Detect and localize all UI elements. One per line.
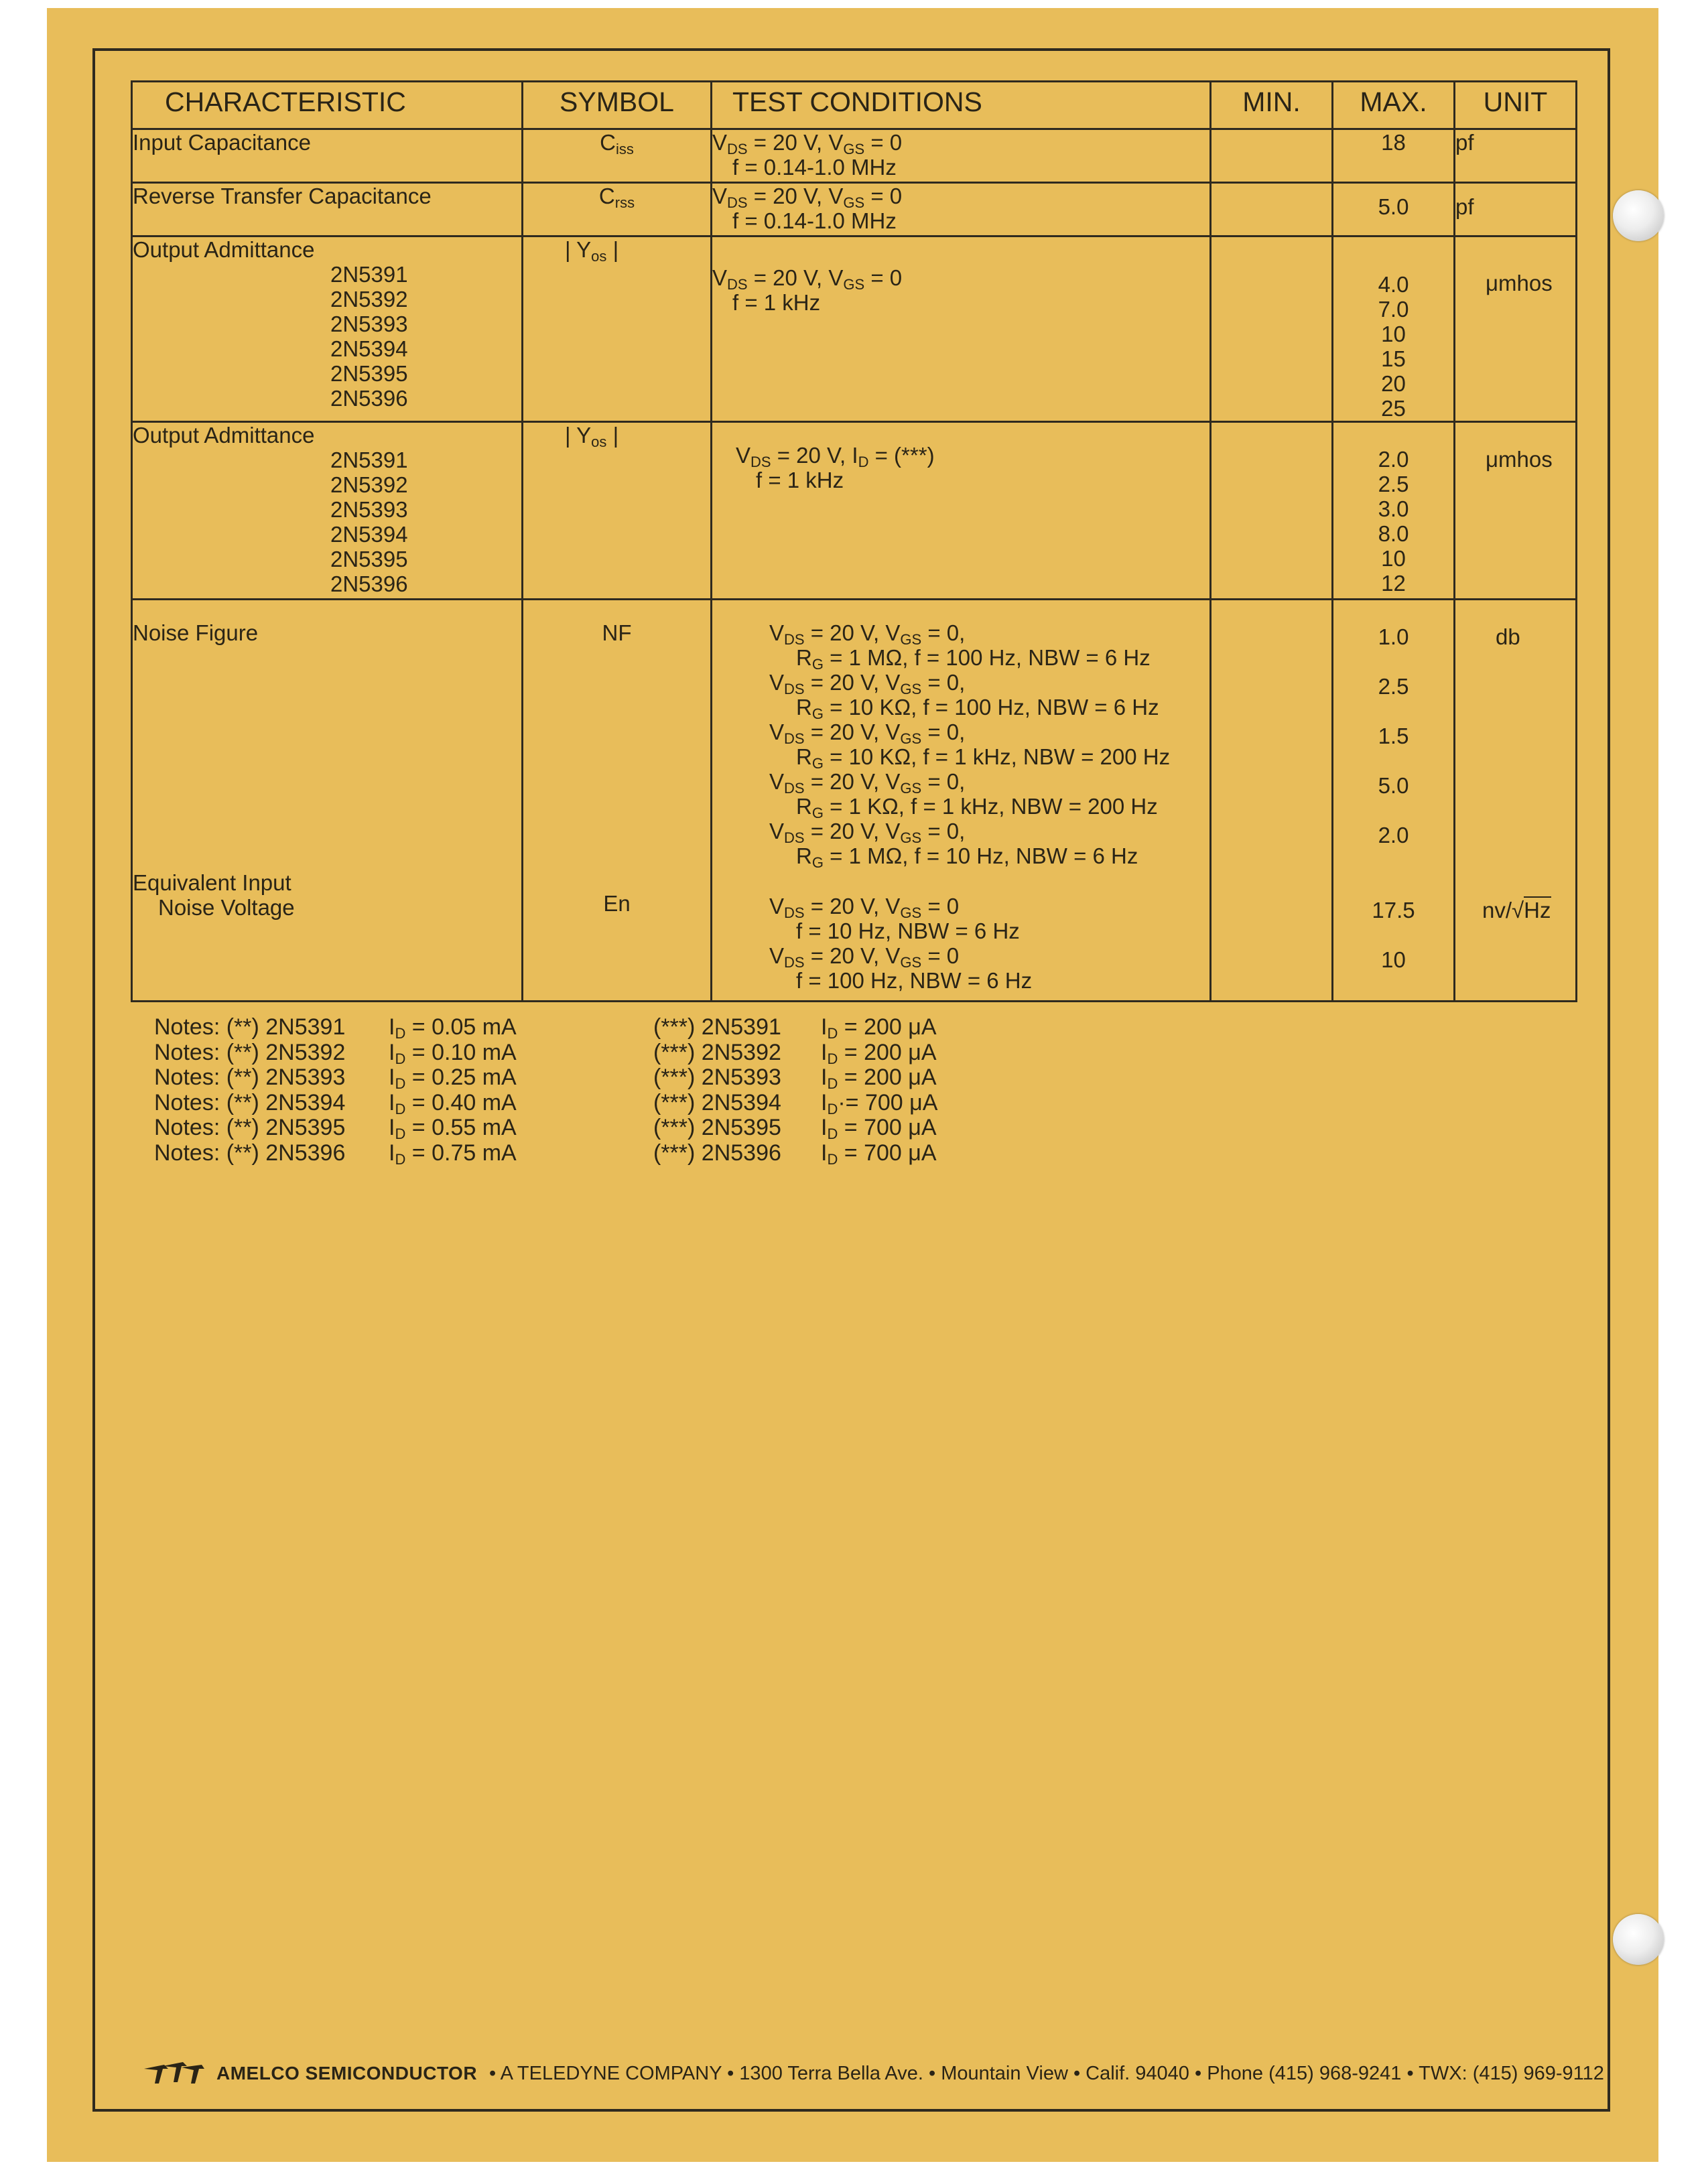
max-value: 5.0 [1378,773,1409,798]
teledyne-logo-icon [144,2062,204,2085]
cond-text: = 0, [921,670,966,695]
cond-block: $V_{DS} = 20$ V, $V_{GS} = 0$, $R_G = 1$ MΩ, f = 10 Hz, NBW = 6 Hz [769,819,1138,871]
part-number: 2N5396 [330,386,408,411]
conditions-cell [712,129,1211,183]
cond-text: = 20 V, V [804,769,901,794]
characteristic-name: Output Admittance [133,237,315,262]
sqrt-symbol: √ [1512,898,1524,923]
cond-text: = 20 V, V [804,943,901,968]
cond-sub: DS [727,276,748,293]
cond-line: f = 1 kHz [732,290,821,315]
cond-line: f = 0.14-1.0 MHz [732,155,897,180]
note-part: Notes: (**) 2N5391 [154,1014,346,1040]
cond-sub: DS [750,454,771,470]
note-value: = 0.10 mA [405,1039,517,1065]
min-cell [1211,236,1333,422]
cond-sub: GS [843,276,865,293]
cond-text: = 20 V, V [804,894,901,918]
min-cell [1211,422,1333,600]
cond-text: = 0 [864,184,903,208]
note-part: Notes: (**) 2N5393 [154,1065,346,1090]
symbol-cell [523,422,712,600]
max-value: 1.5 [1378,724,1409,748]
header-symbol: SYMBOL [523,82,712,129]
min-cell [1211,183,1333,236]
punch-hole-bottom [1613,1914,1664,1965]
footer [144,2062,1604,2085]
cond-text: = 0, [921,620,966,645]
unit-root-text: Hz [1524,898,1551,923]
note-value: = 0.55 mA [405,1115,517,1140]
note-part: Notes: (**) 2N5394 [154,1089,346,1115]
cond-text: = 0, [921,769,966,794]
symbol-text: NF [602,620,632,645]
symbol-subscript: os [591,248,607,265]
cond-line: f = 100 Hz, NBW = 6 Hz [796,968,1033,993]
cond-text: = 0 [921,894,960,918]
characteristic-name: Noise Voltage [158,895,295,920]
characteristics-table [131,80,1577,1002]
unit-value: db [1496,624,1520,649]
note-part: (***) 2N5394 [653,1089,781,1115]
symbol-subscript: iss [615,141,634,157]
note-line: Notes: (**) 2N5391 $I_D = 0.05$ mA [154,1014,517,1042]
table-row [132,183,1577,236]
characteristic-cell [132,183,523,236]
cond-text: = 1 MΩ, f = 10 Hz, NBW = 6 Hz [823,843,1138,868]
note-part: Notes: (**) 2N5395 [154,1115,346,1140]
note-value: = 200 μA [838,1039,937,1065]
symbol-text: C [598,184,615,208]
max-cell [1333,600,1455,1002]
cond-block: $V_{DS} = 20$ V, $V_{GS} = 0$, $R_G = 1$ KΩ, f = 1 kHz, NBW = 200 Hz [769,769,1158,821]
max-cell: 5.0 [1333,183,1455,236]
part-number: 2N5394 [330,522,408,547]
note-value: = 700 μA [838,1140,937,1166]
note-line: (***) 2N5396 $I_D = 700$ μA [653,1140,937,1168]
table-row [132,129,1577,183]
cond-block: $V_{DS} = 20$ V, $V_{GS} = 0$, $R_G = 10$ KΩ, f = 100 Hz, NBW = 6 Hz [769,670,1159,722]
part-number: 2N5396 [330,571,408,596]
cond-block: $V_{DS} = 20$ V, $V_{GS} = 0$ f = 10 Hz, NBW = 6 Hz [769,894,1209,943]
note-line: Notes: (**) 2N5395 $I_D = 0.55$ mA [154,1115,517,1142]
characteristic-name: Reverse Transfer Capacitance [133,184,432,208]
part-number: 2N5395 [330,547,408,571]
note-line: (***) 2N5394 $I_D\cdot= 700$ μA [653,1089,938,1117]
unit-text: nv/ [1482,898,1512,923]
symbol-cell [523,183,712,236]
symbol-subscript: rss [614,194,635,211]
notes-left [154,1015,517,1166]
note-value: = 0.05 mA [405,1014,517,1040]
note-line: Notes: (**) 2N5394 $I_D = 0.40$ mA [154,1089,517,1117]
note-part: (***) 2N5391 [653,1014,781,1040]
part-number: 2N5392 [330,287,408,312]
max-value: 2.0 [1378,447,1409,472]
cond-block: $V_{DS} = 20$ V, $V_{GS} = 0$, $R_G = 1$ MΩ, f = 100 Hz, NBW = 6 Hz [769,620,1151,673]
note-line: (***) 2N5391 $I_D = 200$ μA [653,1014,937,1042]
max-value: 10 [1381,546,1406,571]
characteristic-name: Noise Figure [133,620,259,645]
symbol-text: | [606,423,619,448]
table-row [132,600,1577,1002]
symbol-text: C [600,130,616,155]
notes-right [653,1015,937,1166]
characteristic-cell [132,236,523,422]
characteristic-cell [132,600,523,1002]
unit-cell: μmhos [1455,422,1577,600]
characteristic-name: Output Admittance [133,423,315,448]
table-row [132,236,1577,422]
characteristic-cell [132,422,523,600]
max-value: 1.0 [1378,624,1409,649]
note-part: (***) 2N5393 [653,1065,781,1090]
cond-text: = 0, [921,720,966,744]
conditions-cell [712,422,1211,600]
max-value: 2.5 [1378,472,1409,496]
conditions-cell [712,236,1211,422]
cond-text: = 10 KΩ, f = 1 kHz, NBW = 200 Hz [823,744,1171,769]
header-max: MAX. [1333,82,1455,129]
symbol-text: En [603,891,631,916]
cond-text: = 0 [864,265,903,290]
max-value: 2.5 [1378,674,1409,699]
symbol-text: | [606,237,619,262]
note-line: (***) 2N5393 $I_D = 200$ μA [653,1065,937,1092]
cond-text: = 20 V, I [771,443,858,468]
note-line: Notes: (**) 2N5392 $I_D = 0.10$ mA [154,1039,517,1067]
symbol-cell [523,236,712,422]
max-value: 3.0 [1378,496,1409,521]
note-value: = 0.75 mA [405,1140,517,1166]
cond-line: f = 1 kHz [756,468,844,492]
part-number: 2N5395 [330,361,408,386]
cond-text: = 0, [921,819,966,843]
cond-block: $V_{DS} = 20$ V, $V_{GS} = 0$ f = 100 Hz, NBW = 6 Hz [769,943,1209,993]
max-value: 15 [1381,346,1406,371]
cond-text: = 20 V, V [804,670,901,695]
company-address: • A TELEDYNE COMPANY • 1300 Terra Bella Ave. • Mountain View • Calif. 94040 • Phone (415) 968-9241 • TWX: (415) 969-9112 [489,2062,1604,2084]
note-value: = 0.25 mA [405,1065,517,1090]
punch-hole-top [1613,190,1664,241]
header-unit: UNIT [1455,82,1577,129]
unit-value [1482,898,1575,923]
cond-text: = 1 KΩ, f = 1 kHz, NBW = 200 Hz [823,794,1158,819]
cond-sub: GS [843,194,865,211]
unit-cell: μmhos [1455,236,1577,422]
unit-cell: pf [1455,183,1577,236]
note-value: ·= 700 μA [838,1089,938,1115]
cond-text: V [736,443,751,468]
note-part: Notes: (**) 2N5396 [154,1140,346,1166]
note-value: = 200 μA [838,1014,937,1040]
part-number: 2N5391 [330,262,408,287]
max-cell [1333,236,1455,422]
header-characteristic: CHARACTERISTIC [132,82,523,129]
symbol-cell [523,600,712,1002]
unit-cell [1455,600,1577,1002]
cond-sub: GS [843,141,865,157]
cond-sub: DS [727,194,748,211]
cond-text: = 20 V, V [804,819,901,843]
max-cell: 18 [1333,129,1455,183]
cond-line: f = 0.14-1.0 MHz [732,208,897,233]
min-cell [1211,129,1333,183]
max-value: 17.5 [1372,898,1415,923]
characteristic-name: Equivalent Input [133,870,291,895]
cond-text: = 0 [864,130,903,155]
header-test-conditions: TEST CONDITIONS [712,82,1211,129]
max-value: 10 [1381,322,1406,346]
note-value: = 0.40 mA [405,1089,517,1115]
cond-text: = (***) [868,443,935,468]
max-value: 4.0 [1378,272,1409,297]
header-min: MIN. [1211,82,1333,129]
cond-text: = 10 KΩ, f = 100 Hz, NBW = 6 Hz [823,695,1159,720]
max-value: 8.0 [1378,521,1409,546]
symbol-cell [523,129,712,183]
cond-block: $V_{DS} = 20$ V, $V_{GS} = 0$, $R_G = 10$ KΩ, f = 1 kHz, NBW = 200 Hz [769,720,1171,772]
characteristic-cell [132,129,523,183]
cond-text: = 1 MΩ, f = 100 Hz, NBW = 6 Hz [823,645,1151,670]
max-value: 7.0 [1378,297,1409,322]
cond-text: V [712,265,728,290]
cond-sub: DS [727,141,748,157]
note-part: (***) 2N5396 [653,1140,781,1166]
note-line: (***) 2N5392 $I_D = 200$ μA [653,1039,937,1067]
cond-text: = 20 V, V [747,184,844,208]
part-number: 2N5393 [330,312,408,336]
part-number: 2N5392 [330,472,408,497]
max-value: 25 [1381,396,1406,421]
note-part: Notes: (**) 2N5392 [154,1039,346,1065]
unit-cell: pf [1455,129,1577,183]
cond-text: = 0 [921,943,960,968]
cond-text: = 20 V, V [747,130,844,155]
max-cell [1333,422,1455,600]
characteristic-name: Input Capacitance [133,130,312,155]
symbol-subscript: os [591,433,607,450]
cond-text: = 20 V, V [747,265,844,290]
part-number: 2N5391 [330,448,408,472]
symbol-text: | Y [565,423,592,448]
symbol-text: | Y [565,237,592,262]
note-line: (***) 2N5395 $I_D = 700$ μA [653,1115,937,1142]
note-value: = 200 μA [838,1065,937,1090]
company-name: AMELCO SEMICONDUCTOR [216,2063,478,2084]
note-part: (***) 2N5392 [653,1039,781,1065]
part-number: 2N5394 [330,336,408,361]
max-value: 20 [1381,371,1406,396]
cond-text: V [712,184,728,208]
note-part: (***) 2N5395 [653,1115,781,1140]
cond-sub: D [858,454,869,470]
cond-line: f = 10 Hz, NBW = 6 Hz [796,918,1020,943]
cond-text: = 20 V, V [804,620,901,645]
table-row [132,422,1577,600]
max-value: 12 [1381,571,1406,596]
note-line: Notes: (**) 2N5396 $I_D = 0.75$ mA [154,1140,517,1168]
max-value: 2.0 [1378,823,1409,847]
note-line: Notes: (**) 2N5393 $I_D = 0.25$ mA [154,1065,517,1092]
table-header-row [132,82,1577,129]
min-cell [1211,600,1333,1002]
note-value: = 700 μA [838,1115,937,1140]
cond-text: = 20 V, V [804,720,901,744]
conditions-cell [712,183,1211,236]
max-value: 10 [1381,947,1406,972]
part-number: 2N5393 [330,497,408,522]
cond-text: V [712,130,728,155]
conditions-cell [712,600,1211,1002]
